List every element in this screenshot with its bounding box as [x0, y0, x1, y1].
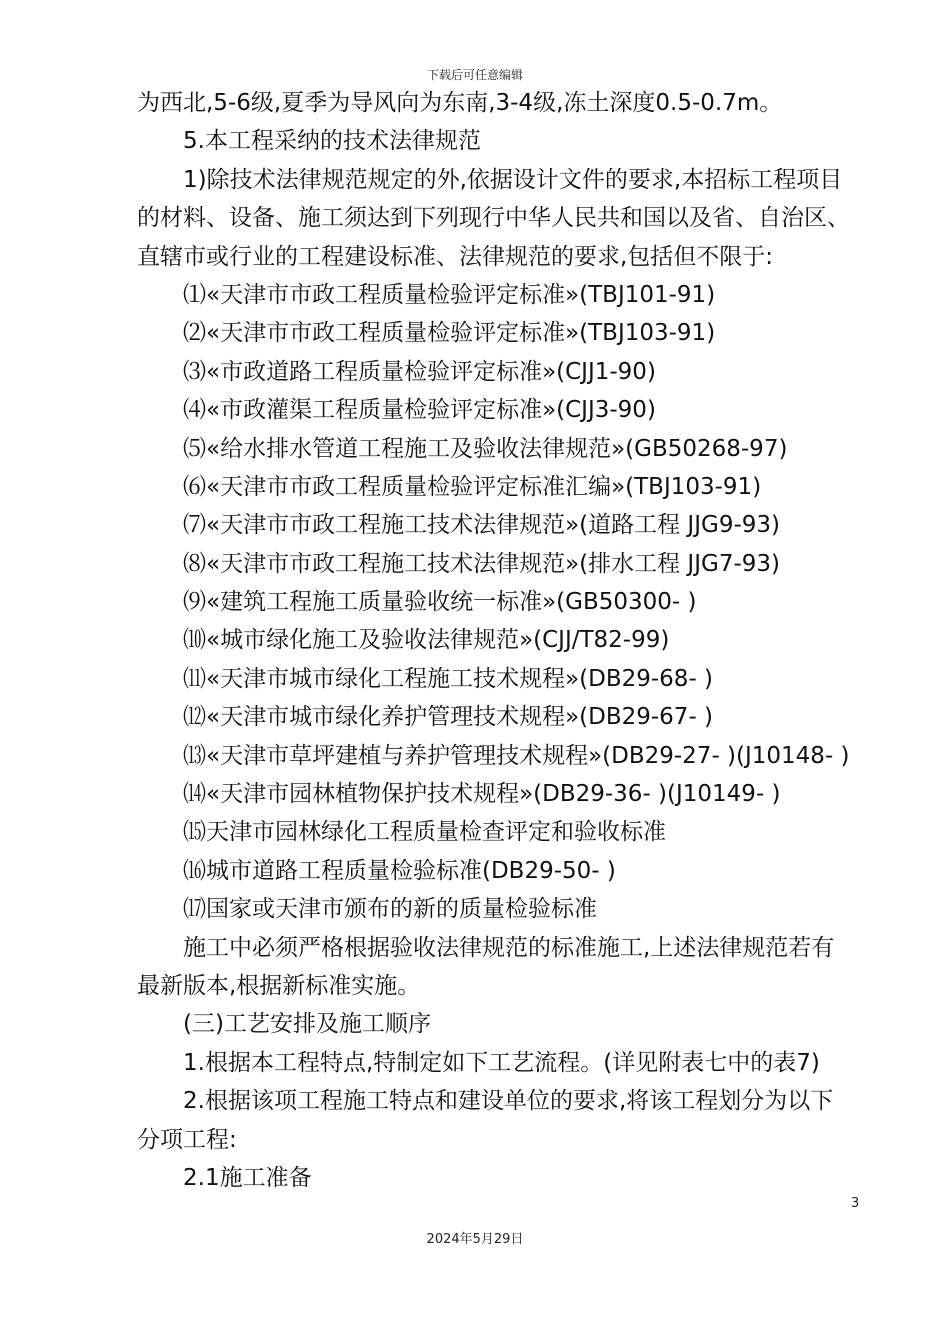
body-line: 2.根据该项工程施工特点和建设单位的要求,将该工程划分为以下 [183, 1088, 834, 1115]
standard-list-item: ⒂天津市园林绿化工程质量检查评定和验收标准 [183, 819, 666, 846]
body-line: 最新版本,根据新标准实施。 [137, 972, 421, 999]
standard-list-item: ⑶«市政道路工程质量检验评定标准»(CJJ1-90) [183, 358, 656, 385]
body-line: 施工中必须严格根据验收法律规范的标准施工,上述法律规范若有 [183, 934, 835, 961]
section-heading: (三)工艺安排及施工顺序 [183, 1011, 431, 1038]
body-line: 直辖市或行业的工程建设标准、法律规范的要求,包括但不限于: [137, 243, 774, 270]
standard-list-item: ⒁«天津市园林植物保护技术规程»(DB29-36- )(J10149- ) [183, 781, 781, 808]
standard-list-item: ⑴«天津市市政工程质量检验评定标准»(TBJ101-91) [183, 281, 716, 308]
standard-list-item: ⑸«给水排水管道工程施工及验收法律规范»(GB50268-97) [183, 435, 788, 462]
standard-list-item: ⑾«天津市城市绿化工程施工技术规程»(DB29-68- ) [183, 665, 714, 692]
footer-date: 2024年5月29日 [426, 1232, 524, 1247]
standard-list-item: ⑹«天津市市政工程质量检验评定标准汇编»(TBJ103-91) [183, 473, 762, 500]
body-line: 的材料、设备、施工须达到下列现行中华人民共和国以及省、自治区、 [137, 205, 850, 232]
document-body [137, 84, 867, 1197]
page-number: 3 [851, 1196, 860, 1211]
standard-list-item: ⑻«天津市市政工程施工技术法律规范»(排水工程 JJG7-93) [183, 550, 780, 577]
body-line: 1.根据本工程特点,特制定如下工艺流程。(详见附表七中的表7) [183, 1049, 820, 1076]
standard-list-item: ⑺«天津市市政工程施工技术法律规范»(道路工程 JJG9-93) [183, 512, 780, 539]
standard-list-item: ⒀«天津市草坪建植与养护管理技术规程»(DB29-27- )(J10148- ) [183, 742, 850, 769]
standard-list-item: ⑽«城市绿化施工及验收法律规范»(CJJ/T82-99) [183, 627, 670, 654]
standard-list-item: ⑼«建筑工程施工质量验收统一标准»(GB50300- ) [183, 589, 697, 616]
body-line: 为西北,5-6级,夏季为导风向为东南,3-4级,冻土深度0.5-0.7m。 [137, 90, 783, 116]
body-line: 1)除技术法律规范规定的外,依据设计文件的要求,本招标工程项目 [183, 166, 843, 193]
standard-list-item: ⒃城市道路工程质量检验标准(DB29-50- ) [183, 857, 616, 884]
section-heading: 5.本工程采纳的技术法律规范 [183, 128, 481, 155]
standard-list-item: ⑷«市政灌渠工程质量检验评定标准»(CJJ3-90) [183, 397, 656, 424]
standard-list-item: ⑵«天津市市政工程质量检验评定标准»(TBJ103-91) [183, 320, 716, 347]
standard-list-item: ⑿«天津市城市绿化养护管理技术规程»(DB29-67- ) [183, 704, 714, 731]
standard-list-item: ⒄国家或天津市颁布的新的质量检验标准 [183, 896, 597, 923]
subsection-heading: 2.1施工准备 [183, 1164, 312, 1191]
body-line: 分项工程: [137, 1126, 237, 1153]
page-header: 下载后可任意编辑 [426, 68, 523, 82]
